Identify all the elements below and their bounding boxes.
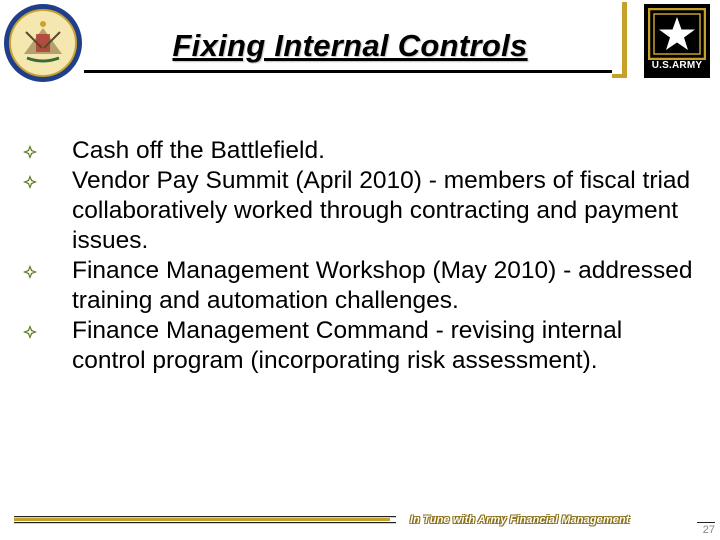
bullet-item [20, 166, 700, 256]
bullet-item [20, 316, 700, 376]
page-number: 27 [697, 522, 715, 536]
bullet-text: Finance Management Command - revising internal control program (incorporating risk assessment). [72, 317, 623, 374]
diamond-bullet-icon [22, 144, 38, 160]
army-seal-logo [2, 2, 84, 84]
us-army-logo [644, 4, 710, 78]
army-wordmark: U.S.ARMY [651, 60, 703, 71]
diamond-bullet-icon [22, 174, 38, 190]
bullet-text: Vendor Pay Summit (April 2010) - members of fiscal triad collaboratively worked through contracting and payment issues. [72, 167, 691, 254]
title-underline-rule [84, 70, 612, 73]
diamond-bullet-icon [22, 324, 38, 340]
bullet-text: Finance Management Workshop (May 2010) - addressed training and automation challenges. [72, 257, 693, 314]
footer-tagline: In Tune with Army Financial Management [410, 514, 630, 526]
slide-title: Fixing Internal Controls [172, 28, 528, 63]
army-star-icon [648, 8, 706, 60]
logo-accent-bar [622, 2, 627, 78]
bullet-item [20, 256, 700, 316]
logo-accent-bar-foot [612, 74, 626, 78]
bullet-text: Cash off the Battlefield. [72, 137, 325, 164]
footer-rule [14, 515, 396, 524]
bullet-item [20, 136, 700, 166]
bullet-list [20, 136, 700, 376]
diamond-bullet-icon [22, 264, 38, 280]
